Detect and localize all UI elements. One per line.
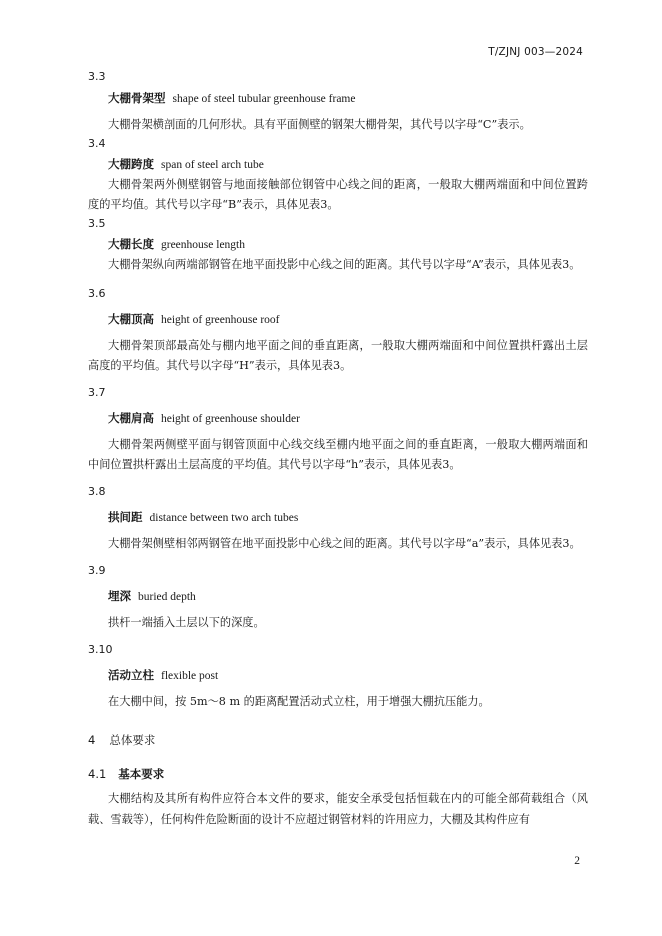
section-number: 4 <box>88 733 96 747</box>
subsection-title: 基本要求 <box>118 767 165 781</box>
term-en: flexible post <box>161 670 219 682</box>
term-entry <box>88 564 588 633</box>
term-zh: 埋深 <box>108 589 131 603</box>
term-definition: 大棚骨架两侧壁平面与钢管顶面中心线交线至棚内地平面之间的垂直距离，一般取大棚两端面和中间位置拱杆露出土层高度的平均值。其代号以字母“h”表示，具体见表3。 <box>88 438 588 471</box>
term-zh: 活动立柱 <box>108 668 154 682</box>
term-entry <box>88 643 588 712</box>
term-definition: 大棚骨架纵向两端部钢管在地平面投影中心线之间的距离。其代号以字母“A”表示，具体见表3。 <box>108 258 581 271</box>
clause-number: 3.4 <box>88 137 106 150</box>
clause-number: 3.8 <box>88 485 106 498</box>
term-heading <box>108 311 588 328</box>
term-zh: 大棚跨度 <box>108 157 154 171</box>
page-content <box>88 70 588 830</box>
term-heading <box>108 236 588 253</box>
term-en: height of greenhouse shoulder <box>161 413 300 425</box>
term-definition: 大棚骨架两外侧壁钢管与地面接触部位钢管中心线之间的距离，一般取大棚两端面和中间位置跨度的平均值。其代号以字母“B”表示，具体见表3。 <box>88 178 588 211</box>
clause-number: 3.6 <box>88 287 106 300</box>
section-heading <box>88 732 588 748</box>
term-entry <box>88 386 588 475</box>
section-title: 总体要求 <box>109 733 156 747</box>
term-definition: 大棚骨架侧壁相邻两钢管在地平面投影中心线之间的距离。其代号以字母“a”表示，具体见表3。 <box>108 537 581 550</box>
term-entry <box>88 70 588 135</box>
subsection-heading <box>88 766 588 782</box>
term-heading <box>108 90 588 107</box>
term-en: shape of steel tubular greenhouse frame <box>172 93 356 105</box>
term-definition: 大棚骨架横剖面的几何形状。具有平面侧壁的钢架大棚骨架，其代号以字母“C”表示。 <box>108 118 531 131</box>
subsection-number: 4.1 <box>88 767 107 781</box>
clause-number: 3.10 <box>88 643 113 656</box>
term-en: span of steel arch tube <box>161 159 264 171</box>
term-definition: 在大棚中间，按 5m～8 m 的距离配置活动式立柱，用于增强大棚抗压能力。 <box>108 695 490 708</box>
page-number: 2 <box>574 855 580 867</box>
term-zh: 大棚顶高 <box>108 312 154 326</box>
term-en: buried depth <box>138 591 196 603</box>
term-entry <box>88 217 588 275</box>
clause-number: 3.7 <box>88 386 106 399</box>
clause-number: 3.9 <box>88 564 106 577</box>
term-en: height of greenhouse roof <box>161 314 280 326</box>
term-en: distance between two arch tubes <box>149 512 299 524</box>
clause-number: 3.5 <box>88 217 106 230</box>
body-paragraph: 大棚结构及其所有构件应符合本文件的要求，能安全承受包括恒载在内的可能全部荷载组合（风载、雪载等），任何构件危险断面的设计不应超过钢管材料的许用应力，大棚及其构件应有 <box>88 792 588 826</box>
term-definition: 大棚骨架顶部最高处与棚内地平面之间的垂直距离，一般取大棚两端面和中间位置拱杆露出土层高度的平均值。其代号以字母“H”表示，具体见表3。 <box>88 339 588 372</box>
term-heading <box>108 410 588 427</box>
term-heading <box>108 667 588 684</box>
term-zh: 大棚肩高 <box>108 411 154 425</box>
term-en: greenhouse length <box>161 239 245 251</box>
term-zh: 大棚骨架型 <box>108 91 166 105</box>
term-heading <box>108 588 588 605</box>
term-heading <box>108 509 588 526</box>
term-entry <box>88 287 588 376</box>
term-entry <box>88 485 588 554</box>
term-heading <box>108 156 588 173</box>
document-code: T/ZJNJ 003—2024 <box>488 46 583 58</box>
term-definition: 拱杆一端插入土层以下的深度。 <box>108 616 265 629</box>
term-zh: 拱间距 <box>108 510 143 524</box>
term-zh: 大棚长度 <box>108 237 154 251</box>
clause-number: 3.3 <box>88 70 106 83</box>
term-entry <box>88 137 588 215</box>
